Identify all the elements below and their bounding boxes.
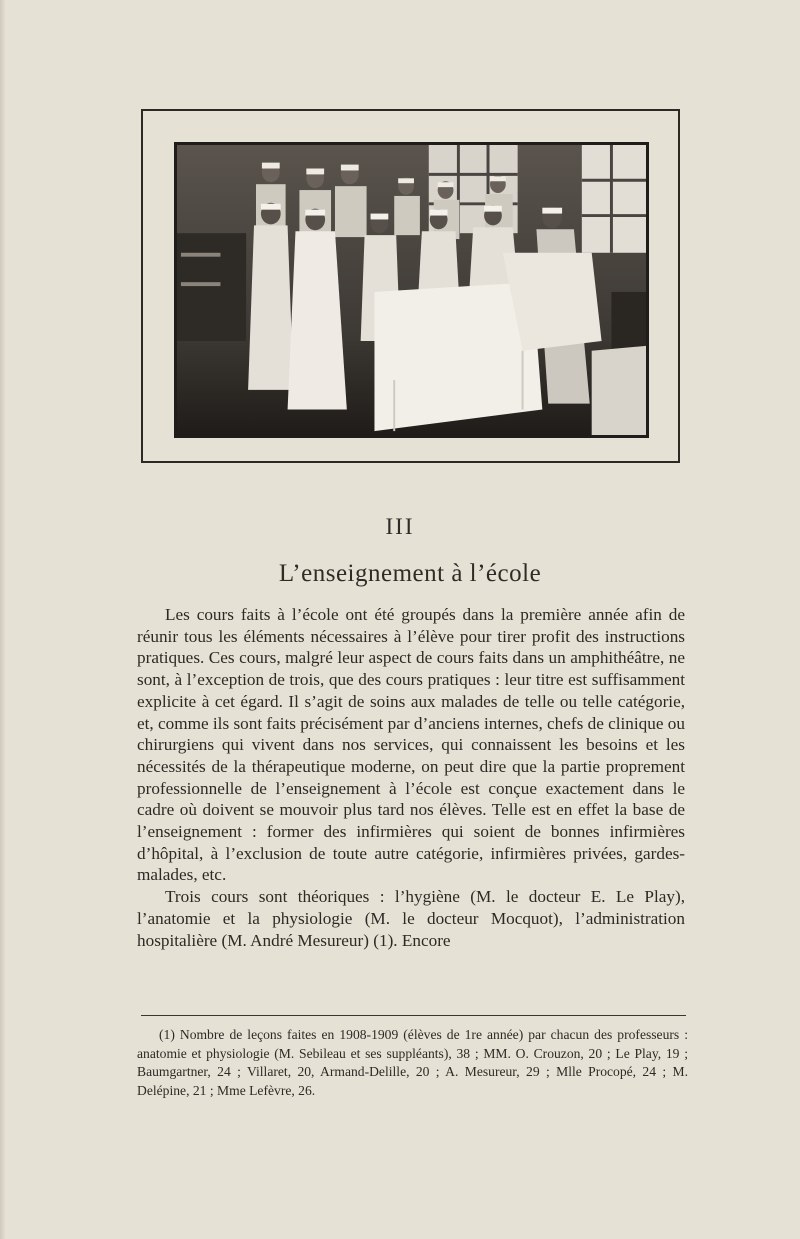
footnote-divider — [141, 1015, 686, 1016]
photograph-nurses-classroom-icon — [174, 142, 649, 438]
body-text — [137, 604, 685, 951]
chapter-title: L’enseignement à l’école — [278, 560, 542, 587]
footnote: (1) Nombre de leçons faites en 1908-1909 (élèves de 1re année) par chacun des professeurs : anatomie et physiologie (M. Sebileau et ses suppléants), 38 ; MM. O. Crouzon, 20 ; Le Play, 19 ; Baumgartner, 24 ; Villaret, 20, Armand-Delille, 20 ; A. Mesureur, 29 ; Mlle Procopé, 24 ; M. Delépine, 21 ; Mme Lefèvre, 26. — [137, 1027, 688, 1098]
chapter-number: III — [385, 514, 415, 539]
photograph-drawing — [177, 145, 646, 435]
body-paragraph: Les cours faits à l’école ont été groupés dans la première année afin de réunir tous les éléments nécessaires à l’élève pour tirer profit des instructions pratiques. Ces cours, malgré leur aspect de cours faits dans un amphithéâtre, ne sont, à l’exception de trois, que des cours pratiques : leur titre est suffisamment explicite à cet égard. Il s’agit de soins aux malades de telle ou telle catégorie, et, comme ils sont faits précisément par d’anciens internes, chefs de clinique ou chirurgiens qui vivent dans nos services, qui connaissent les besoins et les nécessités de la thérapeutique moderne, on peut dire que la partie proprement professionnelle de l’enseignement à l’école est conçue exactement dans le cadre où doivent se mouvoir plus tard nos élèves. Telle est en effet la base de l’enseignement : former des infirmières qui soient de bonnes infirmières d’hôpital, à l’exclusion de toute autre catégorie, infirmières privées, gardes-malades, etc. — [137, 605, 685, 885]
page-edge-shadow — [0, 0, 6, 1239]
body-paragraph: Trois cours sont théoriques : l’hygiène (M. le docteur E. Le Play), l’anatomie et la physiologie (M. le docteur Mocquot), l’administration hospitalière (M. André Mesureur) (1). Encore — [137, 887, 685, 950]
